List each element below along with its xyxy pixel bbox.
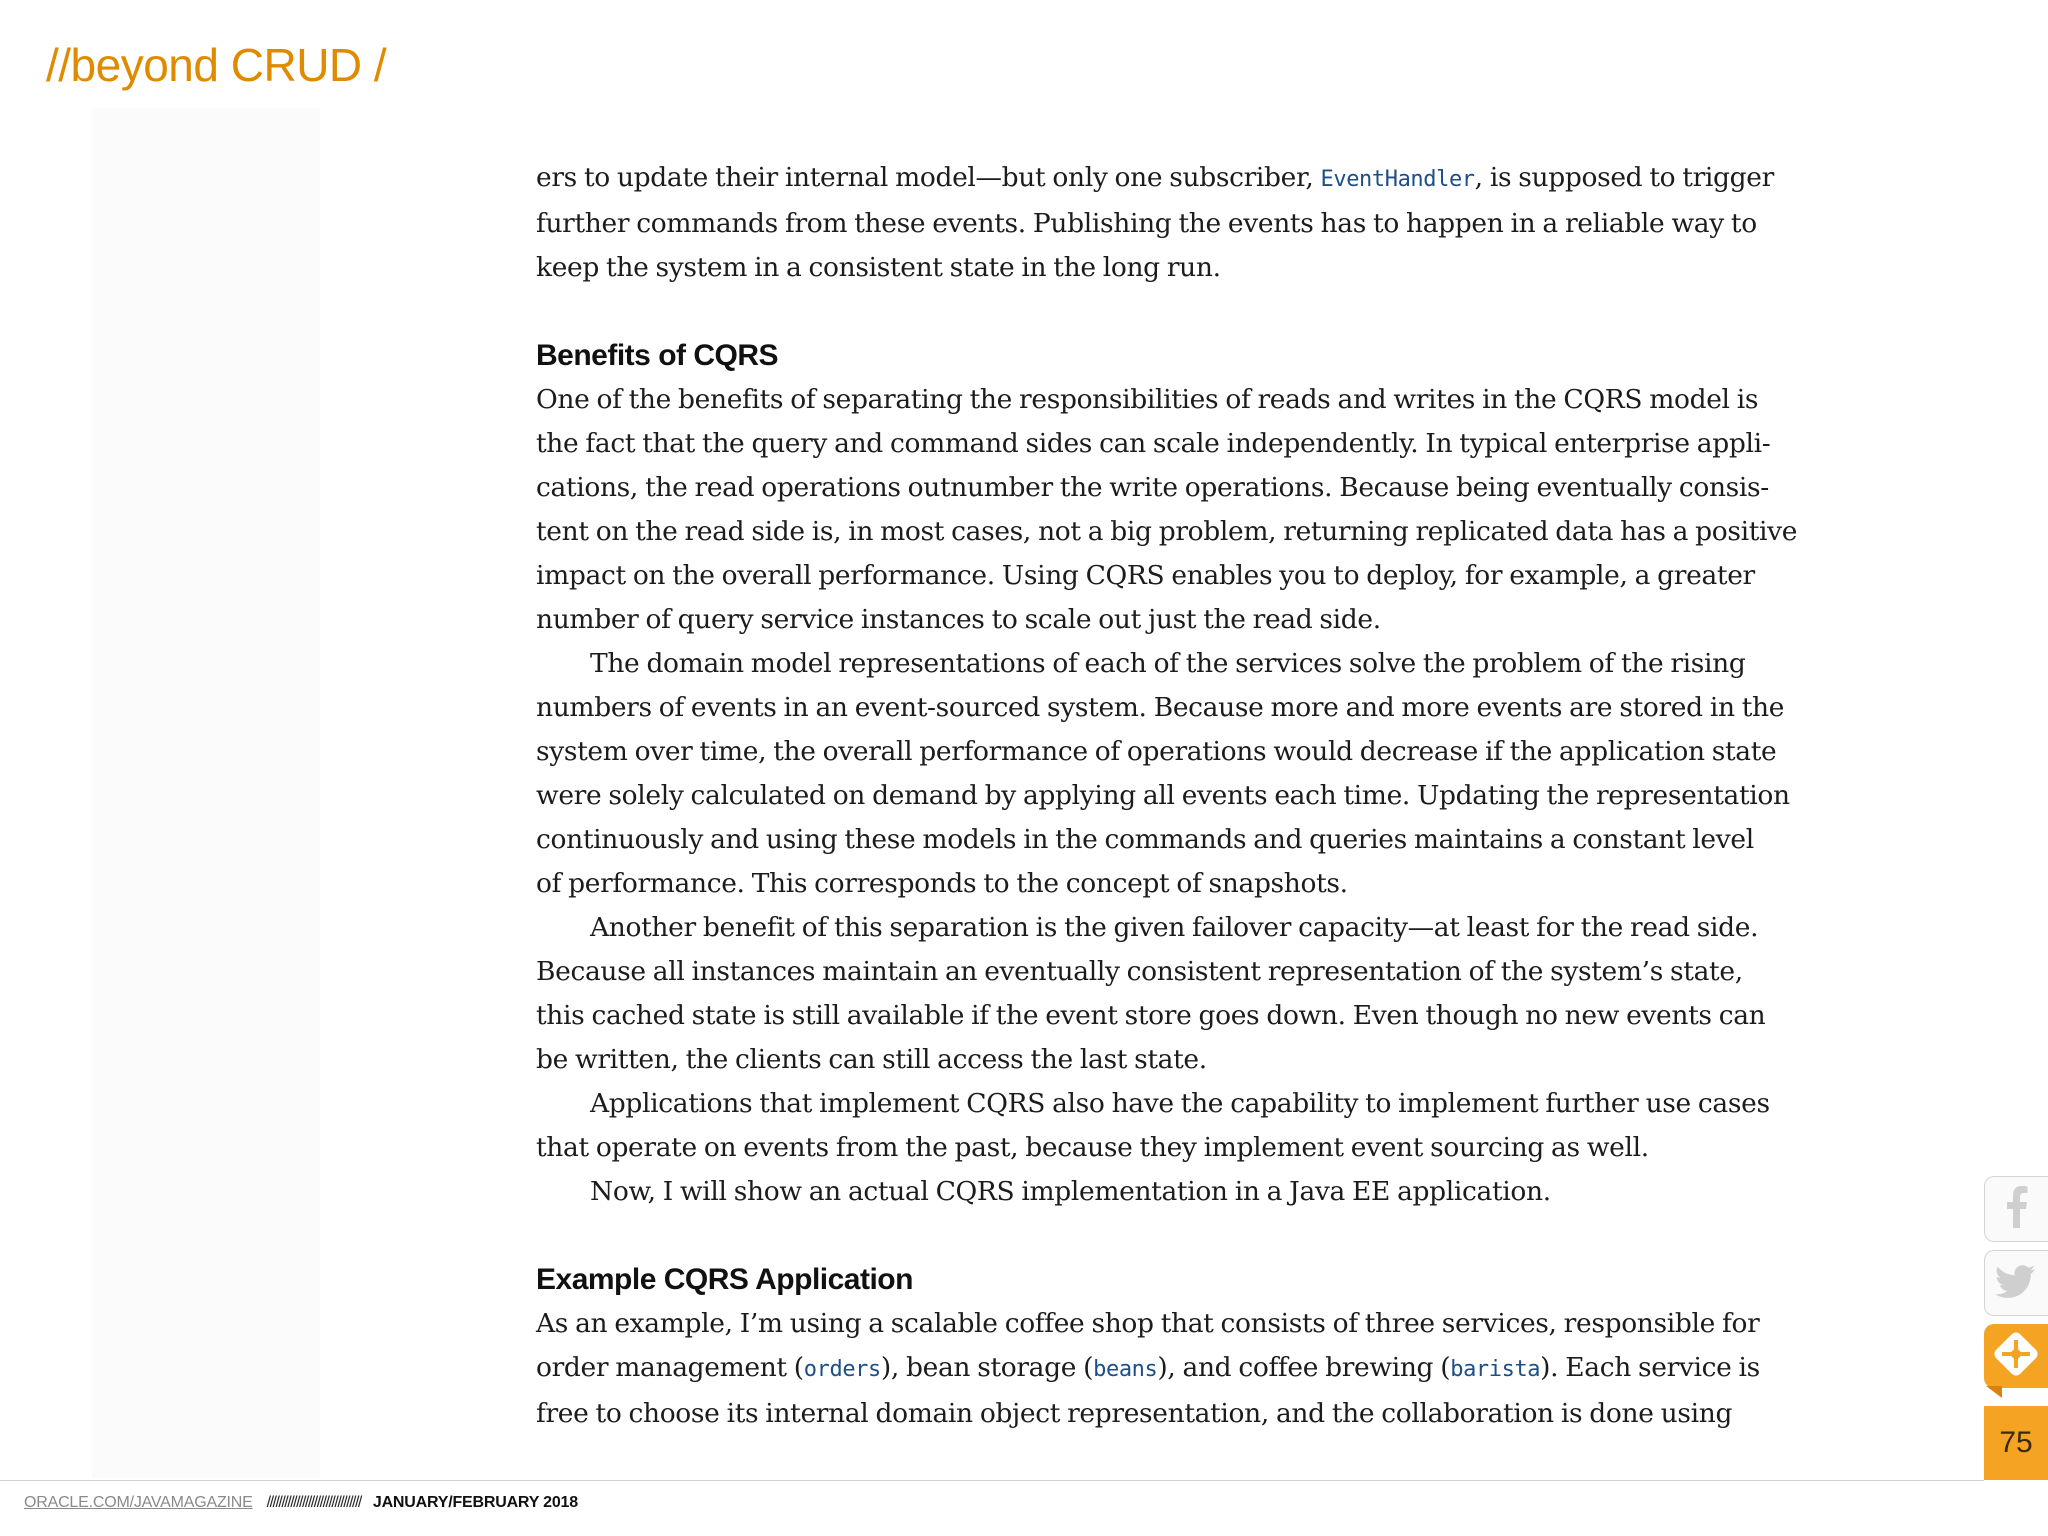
text-run: that operate on events from the past, because they implement event sourcing as well. bbox=[536, 1132, 1649, 1163]
text-run: One of the benefits of separating the responsibilities of reads and writes in the CQRS model is bbox=[536, 384, 1759, 415]
text-run: ), and coffee brewing ( bbox=[1157, 1352, 1451, 1383]
text-run: cations, the read operations outnumber the write operations. Because being eventually consis- bbox=[536, 472, 1769, 503]
text-run: Now, I will show an actual CQRS implementation in a Java EE application. bbox=[590, 1176, 1551, 1207]
article-body bbox=[536, 156, 1798, 1436]
rss-button-tail bbox=[1986, 1386, 2002, 1398]
section-header: //beyond CRUD / bbox=[46, 39, 387, 91]
paragraph bbox=[536, 1170, 1776, 1214]
text-run: As an example, I’m using a scalable coffee shop that consists of three services, responsible for bbox=[536, 1308, 1760, 1339]
paragraph bbox=[536, 642, 1790, 906]
facebook-share-button[interactable] bbox=[1984, 1176, 2048, 1242]
text-run: , is supposed to trigger bbox=[1474, 162, 1774, 193]
text-run: free to choose its internal domain object representation, and the collaboration is done using bbox=[536, 1398, 1733, 1429]
footer bbox=[24, 1494, 578, 1512]
text-run: impact on the overall performance. Using CQRS enables you to deploy, for example, a greater bbox=[536, 560, 1755, 591]
text-run: this cached state is still available if the event store goes down. Even though no new events can bbox=[536, 1000, 1766, 1031]
heading-benefits-of-cqrs: Benefits of CQRS bbox=[536, 339, 779, 372]
text-run: ). Each service is bbox=[1540, 1352, 1760, 1383]
text-run: Because all instances maintain an eventually consistent representation of the system’s state, bbox=[536, 956, 1743, 987]
inline-code: barista bbox=[1450, 1357, 1541, 1382]
text-run: be written, the clients can still access the last state. bbox=[536, 1044, 1207, 1075]
inline-code: beans bbox=[1093, 1357, 1158, 1382]
text-run: The domain model representations of each of the services solve the problem of the rising bbox=[590, 648, 1746, 679]
rss-feed-icon bbox=[1994, 1332, 2038, 1380]
footer-divider bbox=[0, 1480, 1984, 1481]
twitter-bird-icon bbox=[1995, 1261, 2039, 1305]
twitter-share-button[interactable] bbox=[1984, 1250, 2048, 1316]
paragraph bbox=[536, 1302, 1776, 1436]
site-link[interactable]: ORACLE.COM/JAVAMAGAZINE bbox=[24, 1494, 253, 1511]
facebook-icon bbox=[1997, 1184, 2037, 1234]
text-run: further commands from these events. Publishing the events has to happen in a reliable way to bbox=[536, 208, 1757, 239]
text-run: number of query service instances to scale out just the read side. bbox=[536, 604, 1381, 635]
text-run: were solely calculated on demand by applying all events each time. Updating the representation bbox=[536, 780, 1790, 811]
paragraph bbox=[536, 156, 1776, 290]
text-run: numbers of events in an event-sourced system. Because more and more events are stored in the bbox=[536, 692, 1785, 723]
page-number: 75 bbox=[1984, 1406, 2048, 1480]
text-run: tent on the read side is, in most cases, not a big problem, returning replicated data has a positive bbox=[536, 516, 1798, 547]
paragraph bbox=[536, 906, 1776, 1082]
paragraph bbox=[536, 1082, 1776, 1170]
text-run: of performance. This corresponds to the concept of snapshots. bbox=[536, 868, 1348, 899]
text-run: keep the system in a consistent state in the long run. bbox=[536, 252, 1221, 283]
rss-feed-button[interactable] bbox=[1984, 1324, 2048, 1388]
text-run: system over time, the overall performance of operations would decrease if the application state bbox=[536, 736, 1777, 767]
text-run: ers to update their internal model—but only one subscriber, bbox=[536, 162, 1321, 193]
text-run: Another benefit of this separation is the given failover capacity—at least for the read side. bbox=[590, 912, 1759, 943]
paragraph bbox=[536, 378, 1798, 642]
text-run: the fact that the query and command sides can scale independently. In typical enterprise appli- bbox=[536, 428, 1771, 459]
margin-shade bbox=[92, 108, 320, 1478]
footer-slashes: //////////////////////////////// bbox=[266, 1494, 361, 1511]
inline-code: orders bbox=[803, 1357, 881, 1382]
inline-code: EventHandler bbox=[1320, 167, 1475, 192]
issue-date: JANUARY/FEBRUARY 2018 bbox=[372, 1494, 578, 1511]
text-run: ), bean storage ( bbox=[880, 1352, 1094, 1383]
text-run: continuously and using these models in the commands and queries maintains a constant level bbox=[536, 824, 1754, 855]
text-run: order management ( bbox=[536, 1352, 804, 1383]
text-run: Applications that implement CQRS also have the capability to implement further use cases bbox=[590, 1088, 1770, 1119]
heading-example-cqrs-application: Example CQRS Application bbox=[536, 1263, 913, 1296]
